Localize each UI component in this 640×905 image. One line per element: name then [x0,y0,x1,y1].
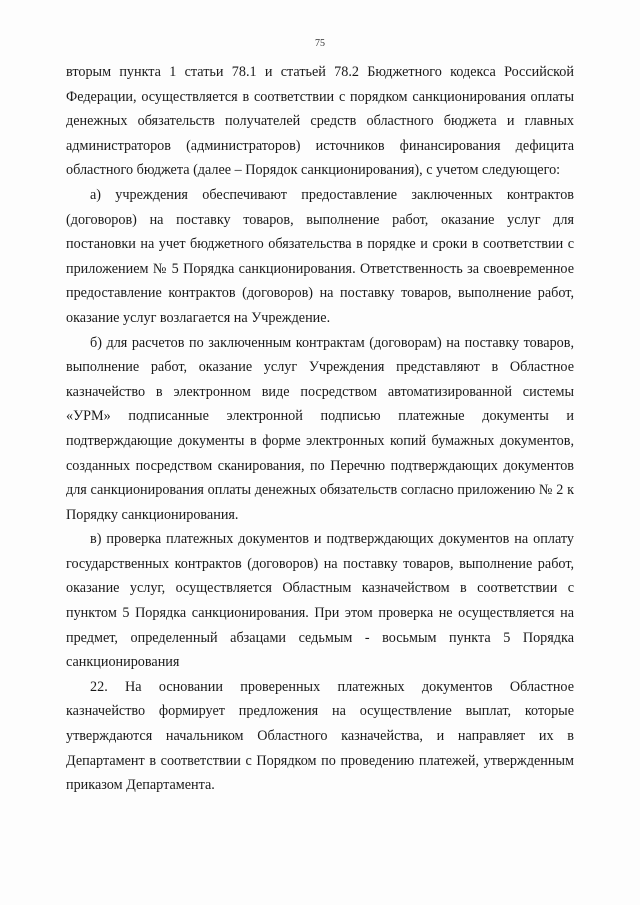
paragraph-p3 [66,527,574,675]
paragraph-p1 [66,183,574,331]
text-line: Департамент в соответствии с Порядком по проведению платежей, утвержденным [66,752,574,769]
text-line: приложением № 5 Порядка санкционирования. Ответственность за своевременное [66,260,574,277]
text-line: «УРМ» подписанные электронной подписью платежные документы и [66,408,574,425]
text-line: (договоров) на поставку товаров, выполнение работ, оказание услуг для [66,211,574,228]
text-line: подтверждающие документы в форме электронных копий бумажных документов, [66,432,574,449]
text-line: приказом Департамента. [66,777,215,794]
text-line: постановки на учет бюджетного обязательства в порядке и сроки в соответствии с [66,236,574,253]
text-line: в) проверка платежных документов и подтверждающих документов на оплату [90,531,574,548]
text-line: областного бюджета (далее – Порядок санкционирования), с учетом следующего: [66,162,561,179]
text-line: казначейство формирует предложения на осуществление выплат, которые [66,703,574,720]
text-line: государственных контрактов (договоров) на поставку товаров, выполнение работ, [66,555,574,572]
text-line: утверждаются начальником Областного казначейства, и направляет их в [66,728,574,745]
page-number: 75 [315,38,325,49]
paragraph-p4 [66,675,574,798]
text-line: предоставление контрактов (договоров) на поставку товаров, выполнение работ, [66,285,574,302]
text-line: вторым пункта 1 статьи 78.1 и статьей 78.2 Бюджетного кодекса Российской [66,64,574,80]
text-line: оказание услуг возлагается на Учреждение. [66,309,331,326]
text-line: б) для расчетов по заключенным контрактам (договорам) на поставку товаров, [90,334,574,351]
text-line: а) учреждения обеспечивают предоставление заключенных контрактов [90,186,574,203]
text-line: выполнение работ, оказание услуг Учреждения представляют в Областное [66,359,574,376]
text-line: оказание услуг, осуществляется Областным казначейством в соответствии с [66,580,574,597]
text-line: 22. На основании проверенных платежных документов Областное [90,678,574,695]
document-body [66,60,574,798]
text-line: денежных обязательств получателей средств областного бюджета и главных [66,113,574,130]
text-line: Федерации, осуществляется в соответствии с порядком санкционирования оплаты [66,88,574,105]
text-line: санкционирования [66,654,180,671]
text-line: казначейство в электронном виде посредством автоматизированной системы [66,383,574,400]
paragraph-p2 [66,331,574,528]
text-line: созданных посредством сканирования, по Перечню подтверждающих документов [66,457,574,474]
text-line: предмет, определенный абзацами седьмым - восьмым пункта 5 Порядка [66,629,574,646]
text-line: администраторов (администраторов) источников финансирования дефицита [66,137,574,154]
paragraph-p0 [66,60,574,183]
text-line: Порядку санкционирования. [66,506,239,523]
text-line: пунктом 5 Порядка санкционирования. При этом проверка не осуществляется на [66,605,574,622]
text-line: для санкционирования оплаты денежных обязательств согласно приложению № 2 к [66,482,574,499]
